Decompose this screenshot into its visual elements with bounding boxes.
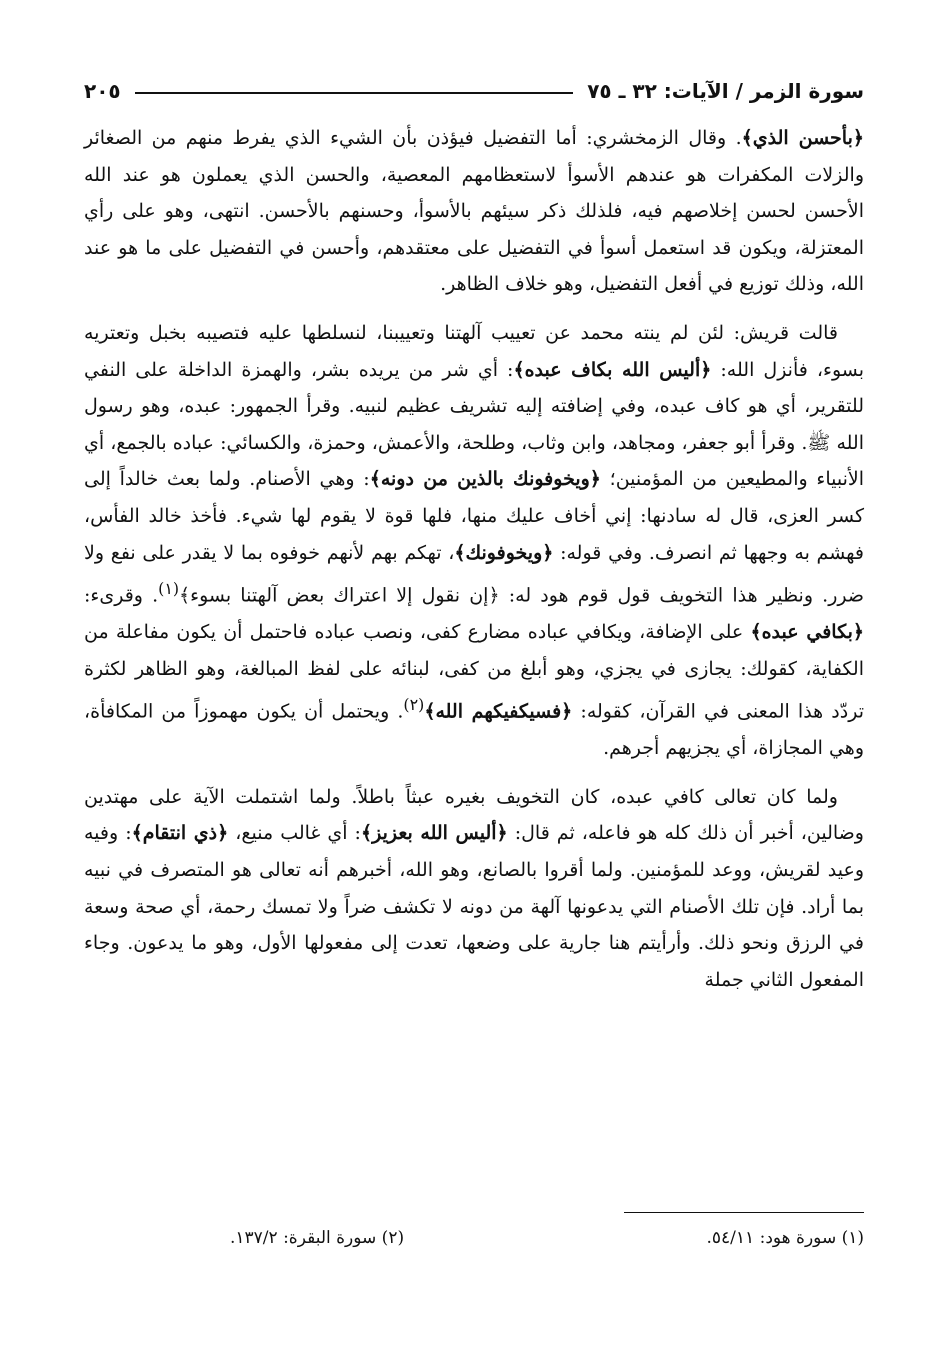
text-run: : وفيه وعيد لقريش، ووعد للمؤمنين. ولما أقروا بالصانع، وهو الله، أخبرهم أنه تعالى هو المتصرف في نبيه بما أراد. فإن تلك الأصنام التي يدعونها آلهة من دونه لا تكشف ضراً ولا تمسك رحمة، أي صحة وسعة في الرزق ونحو ذلك. وأرأيتم هنا جارية على وضعها، تعدت إلى مفعولها الأول، وهو ما يدعون. وجاء المفعول الثاني جملة (84, 822, 864, 991)
footnote-ref: (١) (158, 579, 180, 599)
footnote-1: (١) سورة هود: ٥٤/١١. (706, 1228, 864, 1248)
running-header (84, 74, 864, 108)
paragraph (84, 120, 864, 303)
text-run: ، تهكم بهم لأنهم خوفوه بما لا يقدر على نفع ولا ضرر. ونظير هذا التخويف قول قوم هود له: ﴿إن نقول إلا اعتراك بعض آلهتنا بسوء﴾ (84, 541, 864, 607)
text-run: . وقال الزمخشري: أما التفضيل فيؤذن بأن الشيء الذي يفرط منهم من الصغائر والزلات المكفرات هو عندهم الأسوأ لاستعظامهم المعصية، والحسن الذي يعملون هو عند الله الأحسن لحسن إخلاصهم فيه، فلذلك ذكر سيئهم بالأسوأ، وحسنهم بالأحسن. انتهى، وهو على رأي المعتزلة، ويكون قد استعمل أسوأ في التفضيل على معتقدهم، وأحسن في التفضيل على ما هو عند الله، وذلك توزيع في أفعل التفضيل، وهو خلاف الظاهر. (84, 127, 864, 296)
text-run: : أي شر من يريده بشر، والهمزة الداخلة على النفي للتقرير، أي هو كاف عبده، وفي إضافته إليه تشريف عظيم لنبيه. وقرأ الجمهور: عبده، وهو رسول الله ﷺ. وقرأ أبو جعفر، ومجاهد، وابن وثاب، وطلحة، والأعمش، وحمزة، والكسائي: عباده بالجمع، أي الأنبياء والمطيعين من المؤمنين؛ (84, 358, 864, 491)
quran-quote: ﴿ذي انتقام﴾ (131, 822, 229, 845)
footnote-2: (٢) سورة البقرة: ١٣٧/٢. (230, 1228, 405, 1248)
footnote-rule (624, 1212, 864, 1213)
text-run: قالت قريش: لئن لم ينته محمد عن تعييب آلهتنا وتعييبنا، لنسلطها عليه فتصيبه بخبل وتعتريه بسوء، فأنزل الله: (84, 321, 864, 381)
text-run: على الإضافة، ويكافي عباده مضارع كفى، ونصب عباده فاحتمل أن يكون مفاعلة من الكفاية، كقولك: يجازى في يجزي، وهو أبلغ من كفى، لبنائه على لفظ المبالغة، وهو الظاهر لكثرة تردّد هذا المعنى في القرآن، كقوله: (84, 621, 864, 723)
body-text (84, 120, 864, 998)
paragraph (84, 779, 864, 999)
quran-quote: ﴿بكافي عبده﴾ (750, 621, 864, 644)
text-run: . ويحتمل أن يكون مهموزاً من المكافأة، وهي المجازاة، أي يجزيهم أجرهم. (84, 700, 864, 760)
header-rule (135, 92, 574, 94)
quran-quote: ﴿بأحسن الذي﴾ (741, 127, 864, 149)
running-title: سورة الزمر / الآيات: ٣٢ ـ ٧٥ (587, 79, 864, 103)
text-run: . وقرىء: (84, 584, 159, 607)
text-run: ولما كان تعالى كافي عبده، كان التخويف بغيره عبثاً باطلاً. ولما اشتملت الآية على مهتدين وضالين، أخبر أن ذلك كله هو فاعله، ثم قال: (84, 785, 864, 845)
text-run: : وهي الأصنام. ولما بعث خالداً إلى كسر العزى، قال له سادنها: إني أخاف عليك منها، فلها قوة لا يقوم لها شيء. فأخذ خالد الفأس، فهشم به وجهها ثم انصرف. وفي قوله: (84, 468, 864, 564)
text-run: : أي غالب منيع، (228, 822, 361, 845)
page-number: ٢٠٥ (84, 79, 121, 103)
paragraph (84, 315, 864, 767)
quran-quote: ﴿ويخوفونك﴾ (454, 541, 554, 564)
quran-quote: ﴿ويخوفونك بالذين من دونه﴾ (369, 468, 601, 491)
quran-quote: ﴿أليس الله بكاف عبده﴾ (513, 358, 712, 381)
footnotes (230, 1220, 864, 1256)
quran-quote: ﴿فسيكفيكهم الله﴾ (424, 700, 573, 723)
quran-quote: ﴿أليس الله بعزيز﴾ (360, 822, 508, 845)
footnote-ref: (٢) (403, 695, 425, 715)
